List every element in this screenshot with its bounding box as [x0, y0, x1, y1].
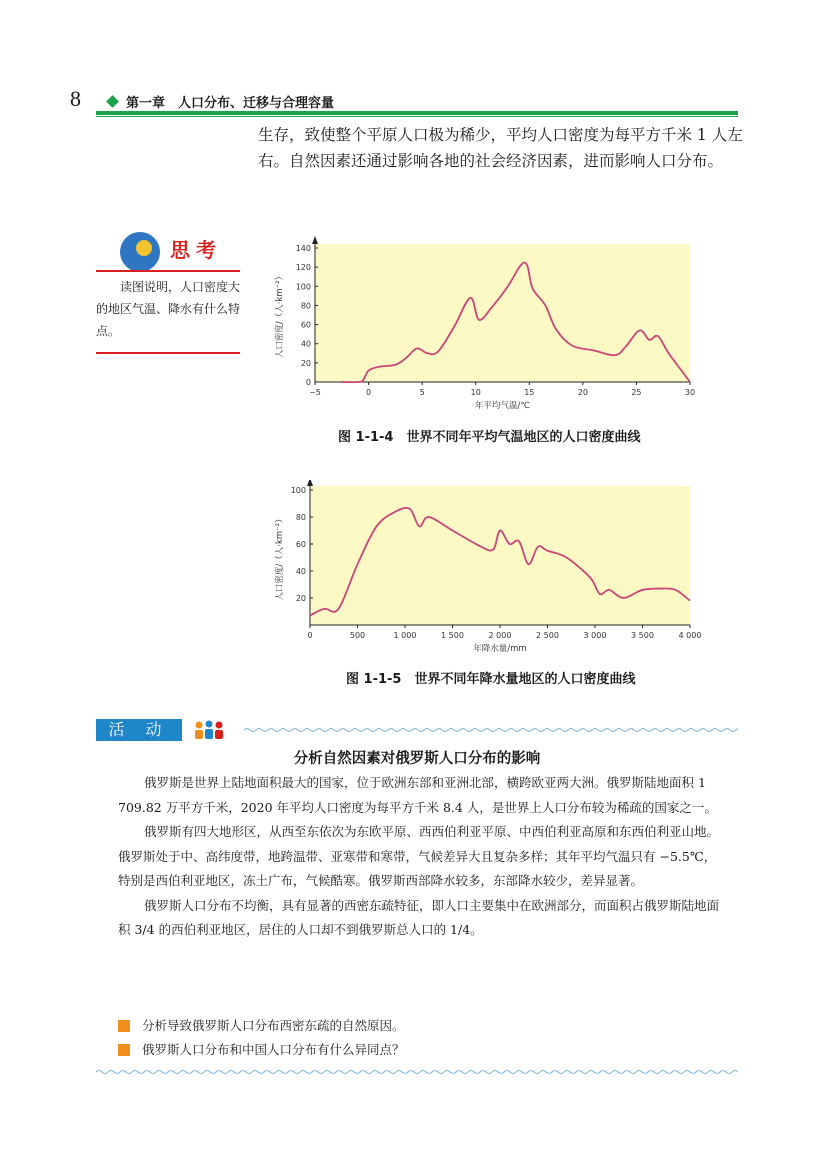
chapter-title	[108, 92, 334, 111]
plot-background	[315, 244, 690, 382]
y-tick-label: 100	[295, 282, 311, 292]
y-axis-label: 人口密度/（人·km⁻²）	[275, 514, 285, 601]
precipitation-chart-svg	[270, 480, 720, 660]
activity-paragraph: 俄罗斯是世界上陆地面积最大的国家，位于欧洲东部和亚洲北部，横跨欧亚两大洲。俄罗斯陆地面积 1 709.82 万平方千米，2020 年平均人口密度为每平方千米 8.4 人，是世界上人口分布较为稀疏的国家之一。	[118, 775, 717, 815]
temperature-chart-caption: 图 1-1-4 世界不同年平均气温地区的人口密度曲线	[338, 430, 641, 445]
y-tick-label: 20	[295, 594, 306, 603]
think-title: 思考	[170, 238, 222, 262]
x-tick-label: 1 500	[441, 631, 464, 640]
activity-title: 分析自然因素对俄罗斯人口分布的影响	[293, 751, 541, 767]
diamond-icon	[106, 95, 119, 108]
y-tick-label: 40	[295, 567, 306, 576]
y-tick-label: 100	[290, 486, 306, 495]
x-tick-label: 2 500	[536, 631, 559, 640]
x-tick-label: 1 000	[393, 631, 417, 640]
y-tick-label: 120	[295, 263, 311, 273]
y-tick-label: 20	[300, 358, 311, 368]
y-tick-label: 140	[295, 244, 311, 253]
y-axis-arrow	[307, 480, 313, 486]
wavy-divider	[244, 726, 738, 734]
y-axis-arrow	[312, 236, 318, 244]
think-box	[96, 232, 240, 354]
y-tick-label: 0	[305, 378, 311, 387]
temperature-chart	[270, 234, 720, 424]
y-axis-label: 人口密度/（人·km⁻²）	[275, 271, 285, 359]
chapter-title-text: 第一章 人口分布、迁移与合理容量	[126, 96, 335, 111]
activity-paragraph: 俄罗斯有四大地形区，从西至东依次为东欧平原、西西伯利亚平原、中西伯利亚高原和东西伯利亚山地。俄罗斯处于中、高纬度带，地跨温带、亚寒带和寒带，气候差异大且复杂多样；其年平均气温只有 −5.5℃，特别是西伯利亚地区，冻土广布，气候酷寒。俄罗斯西部降水较多，东部降水较少，差异显著。	[118, 824, 720, 888]
think-rule-top	[96, 270, 240, 272]
x-tick-label: 5	[419, 388, 425, 397]
y-tick-label: 60	[295, 540, 306, 549]
think-rule-bottom	[96, 352, 240, 354]
question-item	[118, 1014, 724, 1038]
activity-questions	[118, 1014, 724, 1062]
y-tick-label: 80	[300, 301, 311, 311]
question-item	[118, 1038, 724, 1062]
y-tick-label: 60	[300, 320, 311, 330]
x-tick-label: 500	[349, 631, 366, 640]
orange-square-icon	[118, 1044, 130, 1056]
wavy-divider-bottom	[96, 1068, 738, 1076]
plot-background	[310, 486, 690, 625]
precipitation-chart	[270, 480, 720, 660]
activity-body	[118, 771, 724, 943]
header-rule-thin	[96, 116, 738, 117]
think-text: 读图说明，人口密度大的地区气温、降水有什么特点。	[96, 280, 241, 338]
x-tick-label: 4 000	[678, 631, 702, 640]
intro-paragraph: 生存，致使整个平原人口极为稀少，平均人口密度为每平方千米 1 人左右。自然因素还通过影响各地的社会经济因素，进而影响人口分布。	[258, 126, 743, 170]
x-tick-label: 3 500	[631, 631, 654, 640]
x-tick-label: 0	[366, 388, 372, 397]
think-header	[120, 232, 240, 268]
activity-label: 活 动	[96, 719, 182, 741]
x-axis-label: 年降水量/mm	[473, 644, 527, 654]
x-tick-label: −5	[309, 388, 321, 397]
x-tick-label: 0	[307, 631, 313, 640]
x-tick-label: 20	[577, 388, 588, 397]
x-tick-label: 3 000	[583, 631, 607, 640]
activity-paragraph: 俄罗斯人口分布不均衡，具有显著的西密东疏特征，即人口主要集中在欧洲部分，而面积占俄罗斯陆地面积 3/4 的西伯利亚地区，居住的人口却不到俄罗斯总人口的 1/4。	[118, 897, 720, 937]
precipitation-chart-caption: 图 1-1-5 世界不同年降水量地区的人口密度曲线	[346, 672, 636, 687]
head-gear-icon	[120, 232, 160, 272]
temperature-chart-svg	[270, 234, 720, 424]
header-rule	[96, 111, 738, 115]
x-tick-label: 2 000	[488, 631, 512, 640]
y-tick-label: 80	[295, 513, 306, 522]
x-tick-label: 15	[524, 388, 535, 397]
x-tick-label: 10	[470, 388, 481, 397]
x-tick-label: 30	[684, 388, 696, 397]
y-tick-label: 40	[300, 339, 311, 349]
question-text: 分析导致俄罗斯人口分布西密东疏的自然原因。	[142, 1018, 405, 1033]
question-text: 俄罗斯人口分布和中国人口分布有什么异同点？	[142, 1042, 405, 1057]
x-axis-label: 年平均气温/℃	[475, 401, 530, 411]
people-group-icon	[192, 719, 226, 741]
orange-square-icon	[118, 1020, 130, 1032]
page-number: 8	[70, 86, 81, 111]
x-tick-label: 25	[631, 388, 642, 397]
